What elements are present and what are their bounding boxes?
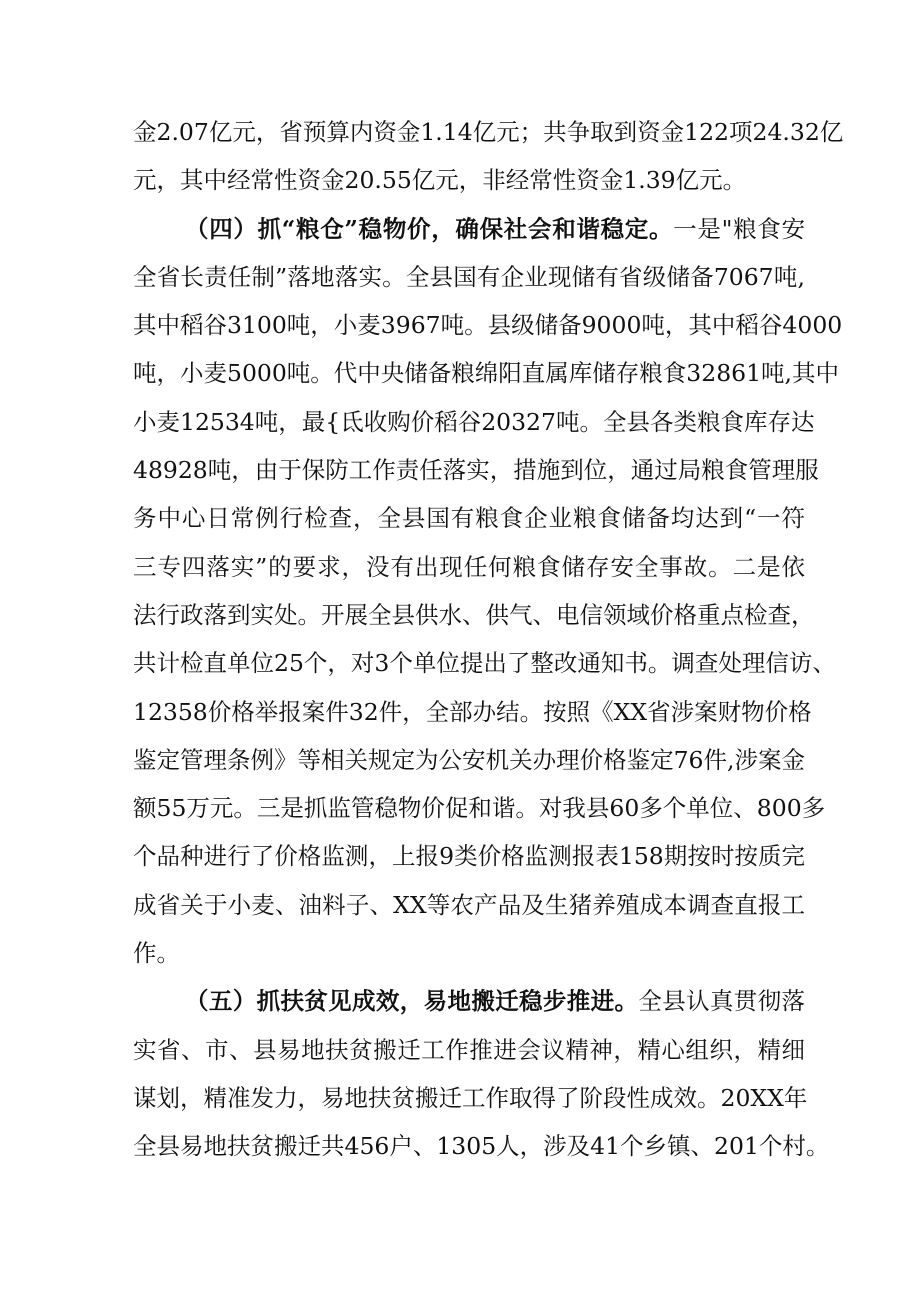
text-line: 全省长责任制”落地落实。全县国有企业现储有省级储备7067吨,: [133, 262, 805, 291]
text-line: 金2.07亿元，省预算内资金1.14亿元；共争取到资金122项24.32亿: [133, 118, 844, 146]
text-line: 实省、市、县易地扶贫搬迁工作推进会议精神，精心组织，精细: [133, 1035, 805, 1064]
text-line: [133, 977, 805, 1025]
text-line: 12358价格举报案件32件，全部办结。按照《XX省涉案财物价格: [133, 697, 812, 726]
paragraph-grain-prices: [133, 205, 843, 978]
section-heading-five: （五）抓扶贫见成效，易地搬迁稳步推进。: [185, 987, 639, 1016]
text-line: 务中心日常例行检查，全县国有粮食企业粮食储备均达到“一符: [133, 504, 805, 533]
text-line: 成省关于小麦、油料子、XX等农产品及生猪养殖成本调查直报工: [133, 890, 805, 919]
paragraph-poverty-relocation: [133, 977, 830, 1170]
text-line: 法行政落到实处。开展全县供水、供气、电信领域价格重点检查，: [133, 600, 815, 629]
text-line: 共计检直单位25个，对3个单位提出了整改通知书。调查处理信访、: [133, 649, 836, 678]
text-line: 作。: [133, 939, 180, 968]
section-heading-four: （四）抓“粮仓”稳物价，确保社会和谐稳定。: [185, 214, 674, 243]
text-line: 其中稻谷3100吨，小麦3967吨。县级储备9000吨，其中稻谷4000: [133, 311, 843, 340]
text-line: 全县易地扶贫搬迁共456户、1305人，涉及41个乡镇、201个村。: [133, 1132, 830, 1161]
text-run: 一是"粮食安: [673, 214, 805, 243]
text-line: 小麦12534吨，最{氐收购价稻谷20327吨。全县各类粮食库存达: [133, 407, 815, 436]
text-line: 谋划，精准发力，易地扶贫搬迁工作取得了阶段性成效。20XX年: [133, 1083, 808, 1112]
text-run: 全县认真贯彻落: [638, 987, 806, 1016]
text-line: 吨，小麦5000吨。代中央储备粮绵阳直属库储存粮食32861吨,其中: [133, 359, 840, 388]
text-line: 额55万元。三是抓监管稳物价促和谐。对我县60多个单位、800多: [133, 794, 826, 823]
document-page: [133, 108, 844, 1171]
text-line: 鉴定管理条例》等相关规定为公安机关办理价格鉴定76件,涉案金: [133, 745, 805, 774]
text-line: 三专四落实”的要求，没有出现任何粮食储存安全事故。二是依: [133, 552, 805, 581]
paragraph-funding-summary: [133, 108, 844, 205]
text-line: 元，其中经常性资金20.55亿元，非经常性资金1.39亿元。: [133, 166, 747, 195]
text-line: 个品种进行了价格监测，上报9类价格监测报表158期按时按质完: [133, 842, 805, 871]
text-line: 48928吨，由于保防工作责任落实，措施到位，通过局粮食管理服: [133, 456, 819, 485]
text-line: [133, 205, 805, 253]
